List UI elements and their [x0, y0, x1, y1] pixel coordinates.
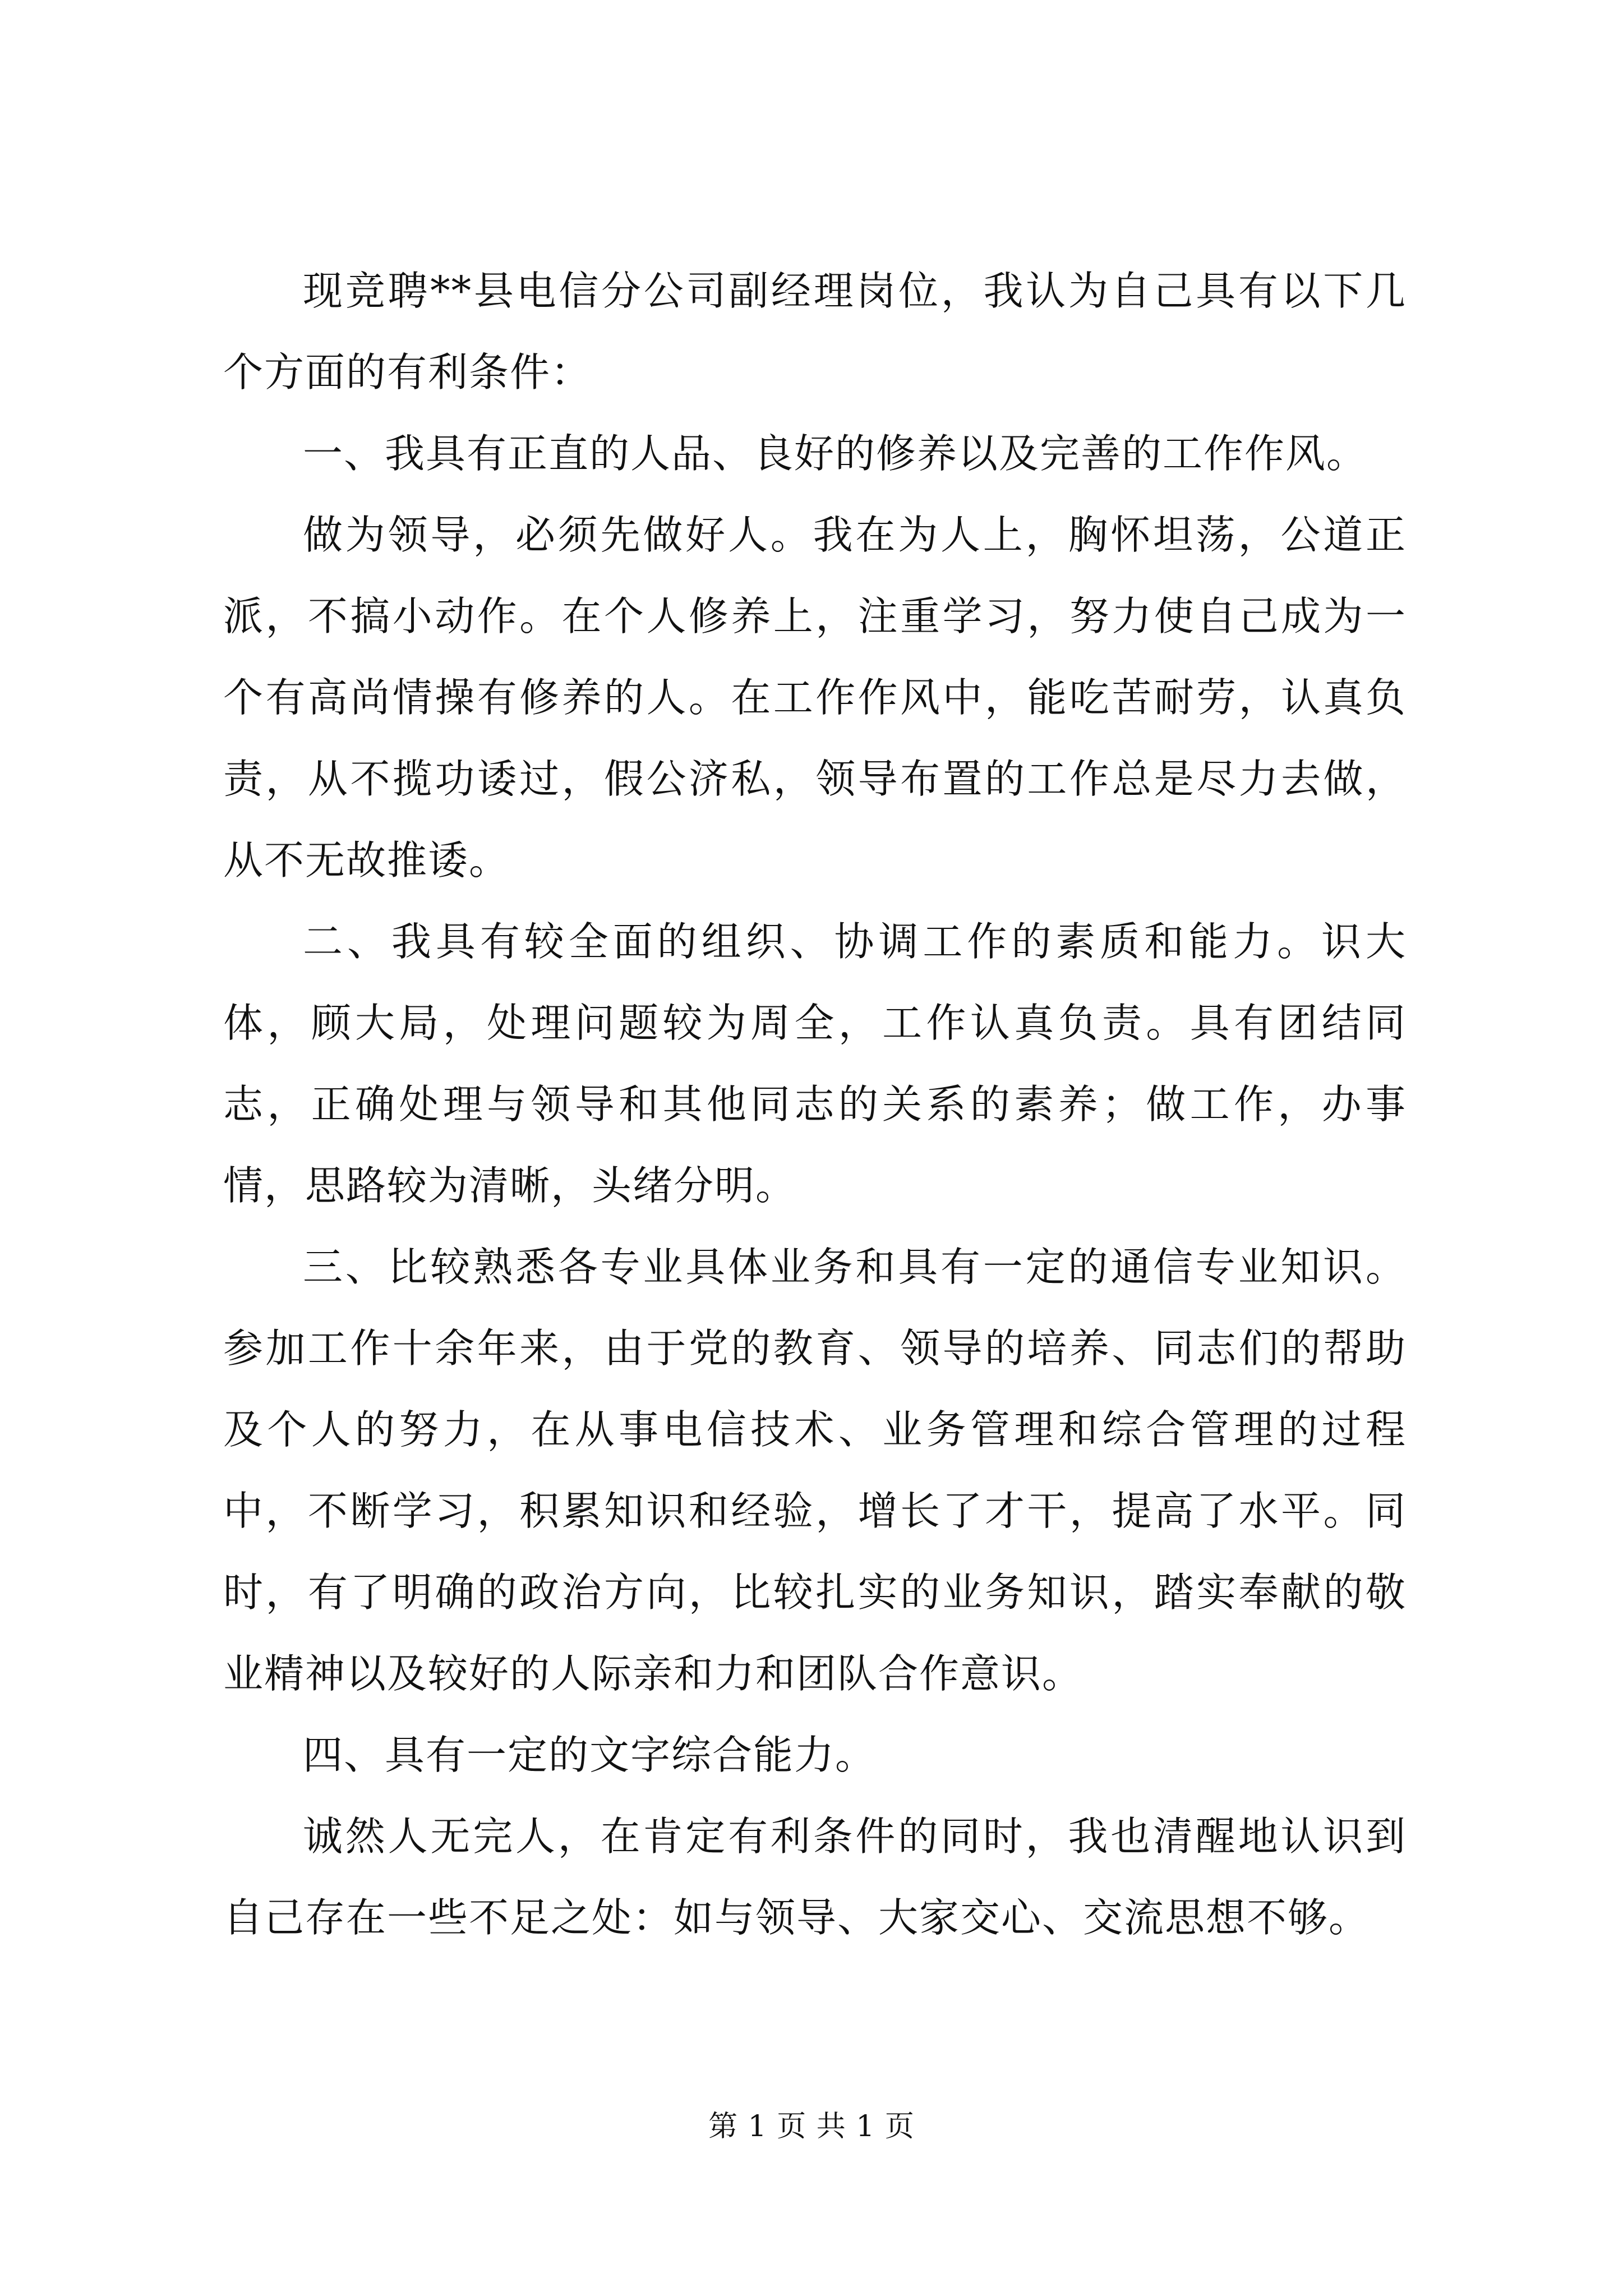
paragraph-point-1-body: 做为领导，必须先做好人。我在为人上，胸怀坦荡，公道正派，不搞小动作。在个人修养上，注重学习，努力使自己成为一个有高尚情操有修养的人。在工作作风中，能吃苦耐劳，认真负责，从不揽功诿过，假公济私，领导布置的工作总是尽力去做，从不无故推诿。 [223, 512, 1407, 884]
document-body [223, 250, 1407, 1958]
paragraph-shortcomings: 诚然人无完人，在肯定有利条件的同时，我也清醒地认识到自己存在一些不足之处：如与领导、大家交心、交流思想不够。 [223, 1813, 1407, 1941]
paragraph-point-2: 二、我具有较全面的组织、协调工作的素质和能力。识大体，顾大局，处理问题较为周全，工作认真负责。具有团结同志，正确处理与领导和其他同志的关系的素养；做工作，办事情，思路较为清晰，头绪分明。 [223, 918, 1407, 1209]
paragraph-point-4: 四、具有一定的文字综合能力。 [303, 1732, 877, 1778]
paragraph-point-3: 三、比较熟悉各专业具体业务和具有一定的通信专业知识。参加工作十余年来，由于党的教育、领导的培养、同志们的帮助及个人的努力，在从事电信技术、业务管理和综合管理的过程中，不断学习，积累知识和经验，增长了才干，提高了水平。同时，有了明确的政治方向，比较扎实的业务知识，踏实奉献的敬业精神以及较好的人际亲和力和团队合作意识。 [223, 1244, 1407, 1697]
page-footer [0, 2102, 1623, 2145]
paragraph-point-1-heading: 一、我具有正直的人品、良好的修养以及完善的工作作风。 [303, 430, 1368, 477]
page-number-label: 第 1 页 共 1 页 [708, 2110, 915, 2143]
paragraph-intro: 现竞聘**县电信分公司副经理岗位，我认为自己具有以下几个方面的有利条件： [223, 268, 1407, 395]
